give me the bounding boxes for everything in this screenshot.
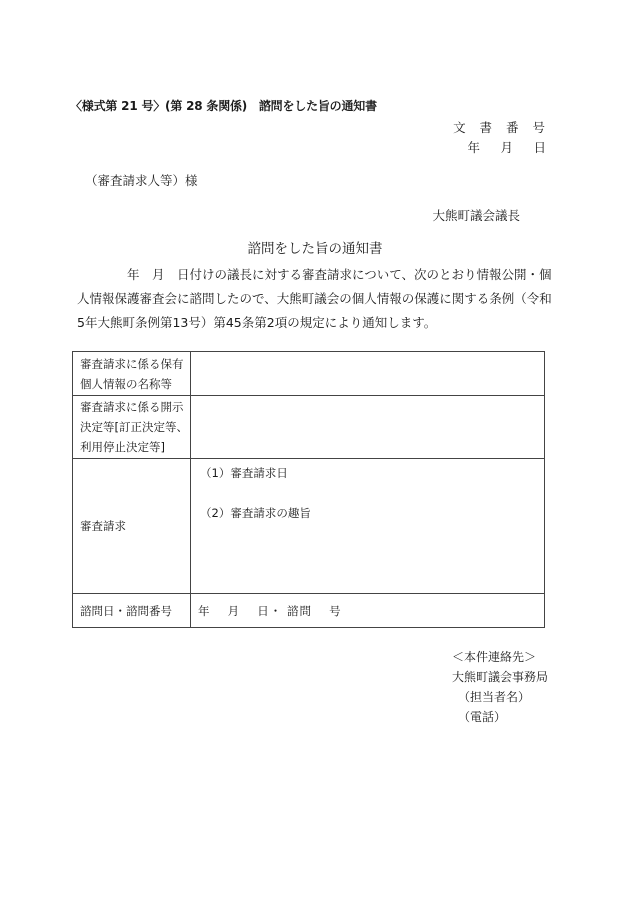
document-title: 諮問をした旨の通知書 (247, 241, 383, 257)
contact-person: （担当者名） (458, 690, 531, 704)
table-row (73, 352, 545, 396)
info-table (72, 351, 545, 628)
sender: 大熊町議会議長 (432, 208, 520, 223)
table-row (73, 396, 545, 459)
row-label-disclosure-decision: 審査請求に係る開示決定等[訂正決定等、利用停止決定等] (73, 396, 191, 459)
recipient: （審査請求人等）様 (85, 173, 198, 188)
table-row (73, 459, 545, 594)
row-label-personal-info: 審査請求に係る保有個人情報の名称等 (73, 352, 191, 396)
document-date: 年 月 日 (467, 140, 550, 155)
contact-phone: （電話） (458, 710, 507, 724)
contact-office: 大熊町議会事務局 (452, 670, 549, 684)
row-value-request (191, 459, 545, 594)
row-value-consultation: 年 月 日・ 諮問 号 (191, 594, 545, 628)
contact-heading: ＜本件連絡先＞ (452, 650, 537, 664)
request-purpose-item: （2）審査請求の趣旨 (200, 506, 311, 520)
form-reference: 〈様式第 21 号〉(第 28 条関係) 諮問をした旨の通知書 (70, 99, 377, 113)
document-number: 文 書 番 号 (453, 120, 550, 135)
row-label-consultation: 諮問日・諮問番号 (73, 594, 191, 628)
row-value-personal-info (191, 352, 545, 396)
row-value-disclosure-decision (191, 396, 545, 459)
request-date-item: （1）審査請求日 (200, 466, 288, 480)
row-label-request: 審査請求 (73, 459, 191, 594)
table-row (73, 594, 545, 628)
body-text: 年 月 日付けの議長に対する審査請求について、次のとおり情報公開・個人情報保護審査会に諮問したので、大熊町議会の個人情報の保護に関する条例（令和5年大熊町条例第13号）第45条第2項の規定により通知します。 (77, 267, 552, 330)
